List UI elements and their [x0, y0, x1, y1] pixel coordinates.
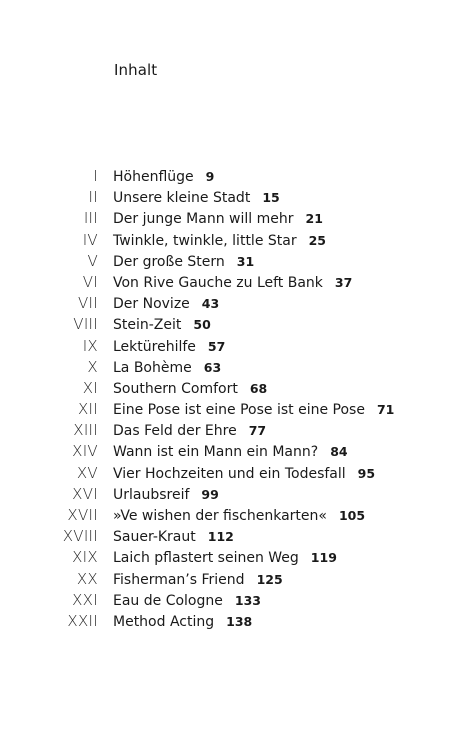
chapter-number: II	[88, 188, 98, 207]
toc-list	[0, 166, 470, 632]
chapter-page-number: 99	[201, 486, 219, 502]
chapter-number: XXI	[72, 590, 98, 609]
chapter-text	[113, 314, 211, 336]
chapter-page-number: 119	[310, 550, 337, 566]
toc-entry	[0, 336, 470, 357]
chapter-number: VI	[82, 272, 98, 291]
chapter-text	[113, 463, 375, 485]
chapter-number: VIII	[73, 315, 98, 334]
chapter-number: XVII	[67, 506, 98, 524]
chapter-title: »Ve wishen der fischenkarten«	[113, 508, 327, 524]
toc-entry	[0, 378, 470, 399]
chapter-title: Sauer-Kraut	[113, 529, 196, 546]
toc-entry	[0, 420, 470, 441]
chapter-page-number: 9	[205, 169, 215, 184]
toc-entry	[0, 547, 470, 568]
chapter-page-number: 77	[248, 423, 267, 439]
chapter-title: Der junge Mann will mehr	[113, 211, 294, 228]
chapter-number: XVIII	[62, 527, 98, 546]
chapter-page-number: 71	[376, 402, 395, 418]
toc-entry	[0, 441, 470, 462]
chapter-page-number: 37	[334, 274, 353, 290]
chapter-page-number: 21	[305, 211, 323, 227]
chapter-title: Method Acting	[113, 613, 215, 630]
toc-entry	[0, 569, 470, 590]
chapter-title: Unsere kleine Stadt	[113, 190, 251, 207]
chapter-text	[113, 441, 348, 463]
chapter-text	[113, 357, 221, 379]
chapter-title: Laich pflastert seinen Weg	[113, 550, 299, 567]
chapter-text	[113, 569, 283, 591]
chapter-text	[113, 547, 337, 569]
chapter-page-number: 95	[357, 465, 376, 481]
chapter-text	[113, 611, 252, 633]
chapter-page-number: 31	[236, 253, 255, 269]
chapter-title: Fisherman’s Friend	[113, 571, 245, 588]
chapter-number: XX	[76, 569, 98, 588]
chapter-page-number: 112	[207, 529, 234, 545]
toc-entry	[0, 357, 470, 378]
chapter-number: IV	[82, 230, 98, 249]
chapter-page-number: 105	[338, 508, 366, 523]
chapter-text	[113, 399, 394, 421]
chapter-title: Twinkle, twinkle, little Star	[113, 232, 297, 249]
chapter-number: XII	[77, 400, 98, 419]
chapter-number: XVI	[72, 484, 98, 503]
chapter-number: XIII	[73, 421, 98, 440]
chapter-title: Eau de Cologne	[113, 592, 223, 609]
chapter-number: III	[83, 209, 98, 228]
chapter-text	[113, 230, 326, 252]
chapter-title: Der Novize	[113, 296, 190, 313]
chapter-number: VII	[77, 294, 98, 313]
chapter-number: I	[93, 167, 98, 185]
toc-title: Inhalt	[114, 61, 158, 79]
chapter-page-number: 50	[193, 317, 211, 333]
chapter-number: IX	[82, 336, 98, 355]
chapter-page-number: 63	[203, 359, 222, 375]
chapter-page-number: 84	[330, 444, 348, 460]
toc-entry	[0, 484, 470, 505]
chapter-text	[113, 166, 214, 188]
chapter-page-number: 133	[234, 592, 261, 608]
chapter-page-number: 25	[308, 232, 326, 248]
toc-entry	[0, 251, 470, 272]
chapter-title: Urlaubsreif	[113, 486, 190, 503]
chapter-page-number: 57	[207, 338, 226, 354]
chapter-title: Von Rive Gauche zu Left Bank	[113, 274, 323, 291]
chapter-text	[113, 272, 352, 294]
chapter-page-number: 15	[262, 190, 280, 206]
chapter-title: Eine Pose ist eine Pose ist eine Pose	[113, 402, 365, 419]
chapter-text	[113, 590, 261, 612]
chapter-text	[113, 505, 365, 527]
chapter-text	[113, 378, 267, 400]
chapter-title: Das Feld der Ehre	[113, 423, 237, 440]
chapter-text	[113, 420, 266, 442]
toc-entry	[0, 208, 470, 229]
toc-entry	[0, 611, 470, 632]
toc-entry	[0, 399, 470, 420]
toc-entry	[0, 230, 470, 251]
chapter-title: La Bohème	[113, 359, 192, 376]
toc-entry	[0, 166, 470, 187]
toc-entry	[0, 505, 470, 526]
chapter-text	[113, 251, 254, 273]
chapter-title: Southern Comfort	[113, 380, 238, 397]
toc-entry	[0, 526, 470, 547]
chapter-number: XI	[82, 378, 98, 397]
toc-entry	[0, 272, 470, 293]
chapter-text	[113, 336, 225, 358]
chapter-page-number: 138	[226, 613, 253, 629]
toc-entry	[0, 590, 470, 611]
toc-entry	[0, 314, 470, 335]
chapter-title: Wann ist ein Mann ein Mann?	[113, 444, 319, 461]
chapter-text	[113, 526, 234, 548]
chapter-title: Stein-Zeit	[113, 317, 182, 334]
chapter-text	[113, 484, 219, 506]
chapter-text	[113, 187, 280, 209]
chapter-number: X	[87, 357, 98, 376]
chapter-page-number: 43	[201, 296, 220, 312]
chapter-number: V	[87, 251, 98, 270]
toc-entry	[0, 187, 470, 208]
chapter-page-number: 125	[256, 571, 283, 587]
chapter-title: Der große Stern	[113, 253, 225, 270]
toc-entry	[0, 463, 470, 484]
chapter-number: XIX	[72, 548, 98, 567]
toc-entry	[0, 293, 470, 314]
chapter-title: Höhenflüge	[113, 169, 194, 185]
chapter-text	[113, 208, 323, 230]
chapter-number: XXII	[67, 611, 98, 630]
chapter-title: Vier Hochzeiten und ein Todesfall	[113, 465, 346, 482]
chapter-title: Lektürehilfe	[113, 338, 196, 355]
chapter-number: XIV	[72, 442, 98, 461]
chapter-text	[113, 293, 219, 315]
chapter-number: XV	[76, 463, 98, 482]
chapter-page-number: 68	[249, 380, 268, 396]
